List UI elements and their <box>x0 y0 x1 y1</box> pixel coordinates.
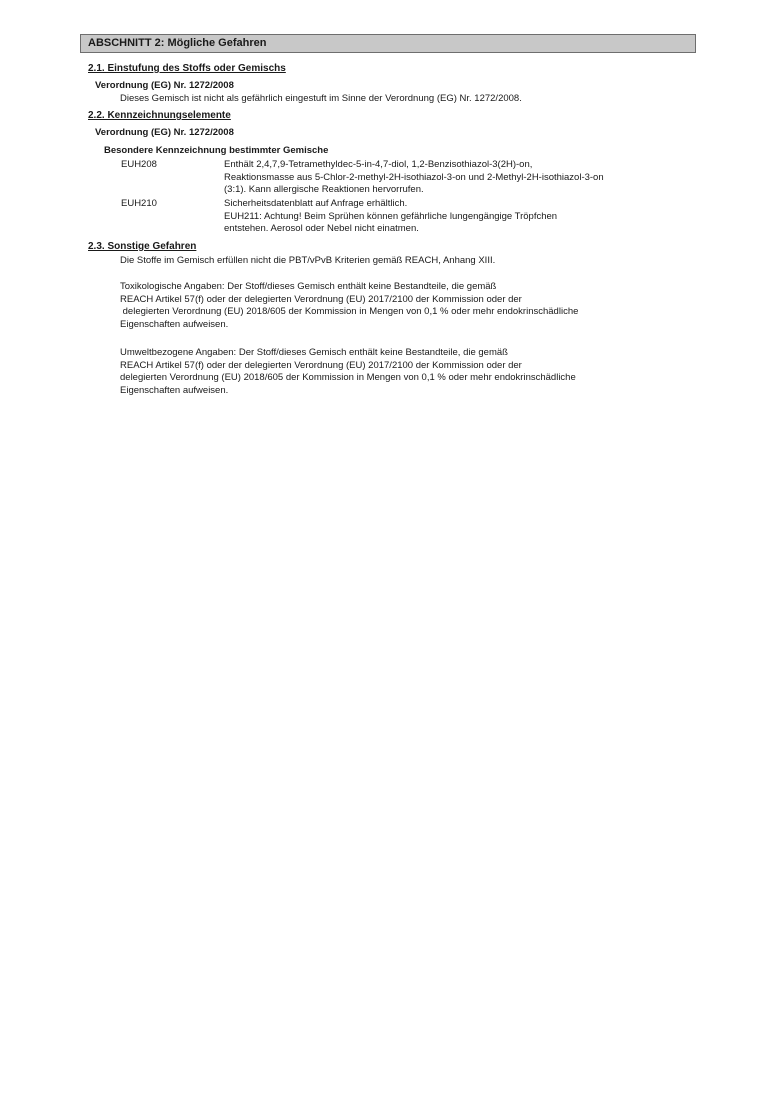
pbt-text: Die Stoffe im Gemisch erfüllen nicht die PBT/vPvB Kriterien gemäß REACH, Anhang XIII. <box>120 255 496 266</box>
euh210-line: entstehen. Aerosol oder Nebel nicht einatmen. <box>224 223 419 234</box>
special-labelling-heading: Besondere Kennzeichnung bestimmter Gemische <box>104 145 329 156</box>
heading-2-2: 2.2. Kennzeichnungselemente <box>88 110 231 121</box>
euh210-line: Sicherheitsdatenblatt auf Anfrage erhältlich. <box>224 198 408 209</box>
code-euh210: EUH210 <box>121 198 157 209</box>
euh208-text <box>224 159 604 197</box>
tox-line: Toxikologische Angaben: Der Stoff/dieses Gemisch enthält keine Bestandteile, die gemäß <box>120 281 497 292</box>
env-line: Umweltbezogene Angaben: Der Stoff/dieses Gemisch enthält keine Bestandteile, die gemäß <box>120 347 508 358</box>
environmental-paragraph <box>120 347 576 397</box>
env-line: Eigenschaften aufweisen. <box>120 384 229 396</box>
regulation-label-2-1: Verordnung (EG) Nr. 1272/2008 <box>95 80 234 91</box>
euh208-line: (3:1). Kann allergische Reaktionen hervorrufen. <box>224 184 424 195</box>
tox-line: REACH Artikel 57(f) oder der delegierten Verordnung (EU) 2017/2100 der Kommission oder der <box>120 293 522 305</box>
toxicological-paragraph <box>120 281 578 331</box>
euh210-text <box>224 198 557 236</box>
env-line: REACH Artikel 57(f) oder der delegierten Verordnung (EU) 2017/2100 der Kommission oder der <box>120 359 522 371</box>
classification-text: Dieses Gemisch ist nicht als gefährlich eingestuft im Sinne der Verordnung (EG) Nr. 1272/2008. <box>120 93 522 104</box>
euh210-line: EUH211: Achtung! Beim Sprühen können gefährliche lungengängige Tröpfchen <box>224 210 558 222</box>
regulation-label-2-2: Verordnung (EG) Nr. 1272/2008 <box>95 127 234 138</box>
section-title: ABSCHNITT 2: Mögliche Gefahren <box>80 34 696 53</box>
tox-line: Eigenschaften aufweisen. <box>120 318 229 330</box>
heading-2-1: 2.1. Einstufung des Stoffs oder Gemischs <box>88 63 286 74</box>
env-line: delegierten Verordnung (EU) 2018/605 der Kommission in Mengen von 0,1 % oder mehr endokrinschädliche <box>120 372 576 383</box>
tox-line: delegierten Verordnung (EU) 2018/605 der Kommission in Mengen von 0,1 % oder mehr endokrinschädliche <box>120 306 579 317</box>
heading-2-3: 2.3. Sonstige Gefahren <box>88 241 197 252</box>
euh208-line: Reaktionsmasse aus 5-Chlor-2-methyl-2H-isothiazol-3-on und 2-Methyl-2H-isothiazol-3-on <box>224 171 604 183</box>
code-euh208: EUH208 <box>121 159 157 170</box>
euh208-line: Enthält 2,4,7,9-Tetramethyldec-5-in-4,7-diol, 1,2-Benzisothiazol-3(2H)-on, <box>224 159 533 170</box>
